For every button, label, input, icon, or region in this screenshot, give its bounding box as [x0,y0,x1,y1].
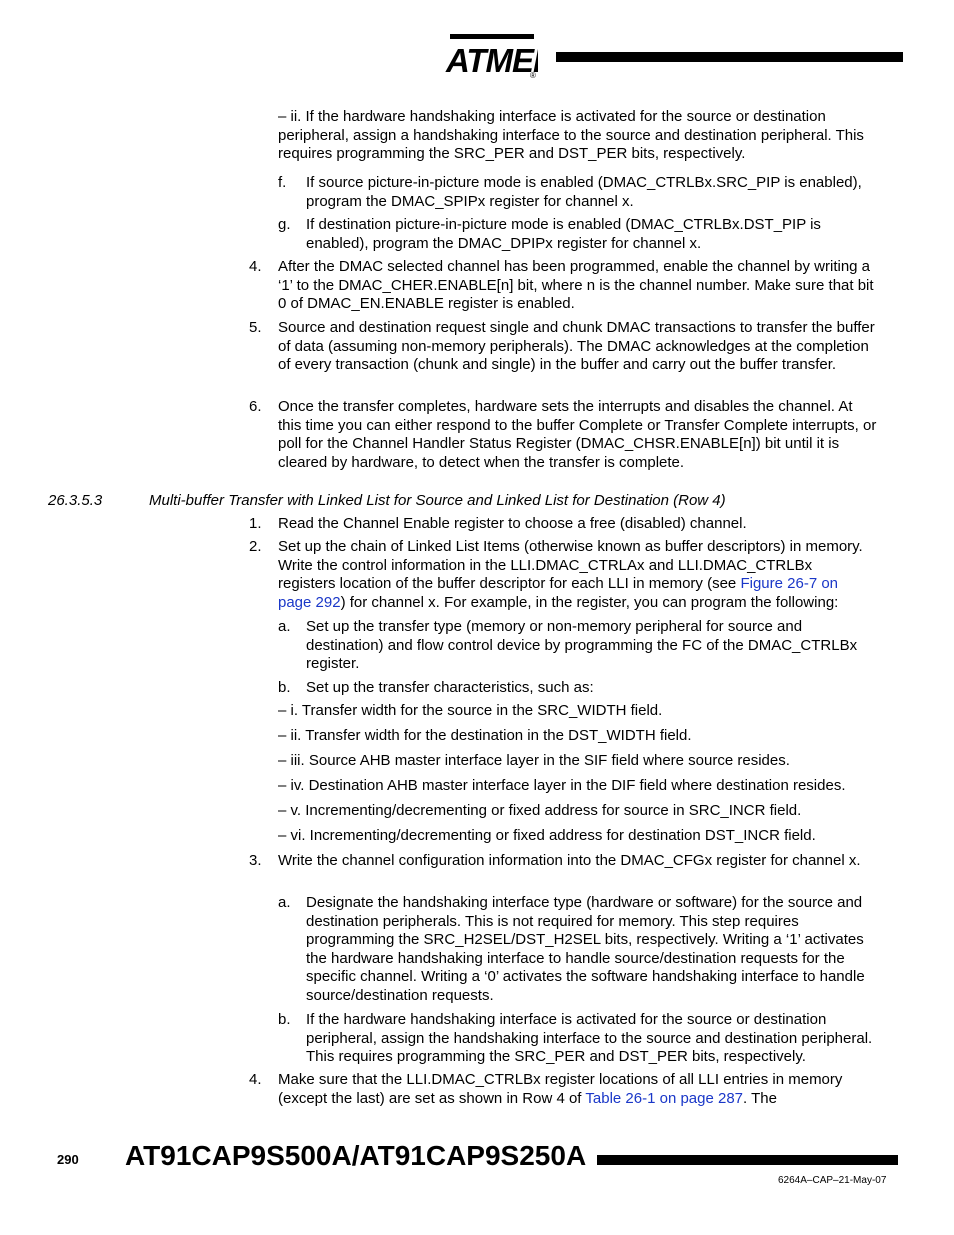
step-4-text: After the DMAC selected channel has been programmed, enable the channel by writing a ‘1’ to the DMAC_CHER.ENABLE[n] bit, where n is the channel number. Make sure that bit 0 of DMAC_EN.ENABLE register is enabled. [278,258,874,312]
footer-bar [597,1155,898,1165]
atmel-logo [440,32,538,80]
page-number: 290 [57,1152,79,1167]
section-number: 26.3.5.3 [48,492,103,509]
section-title: Multi-buffer Transfer with Linked List for Source and Linked List for Destination (Row 4) [149,492,726,509]
dash-item-iii: – iii. Source AHB master interface layer in the SIF field where source resides. [278,752,790,769]
logo-mark: ® [530,71,536,80]
list2-step-3-label: 3. [249,852,262,869]
step-5-label: 5. [249,319,262,336]
list2-step-2-label: 2. [249,538,262,555]
figure-26-7-link[interactable]: Figure 26-7 on page 292 [278,575,839,611]
list3-item-a-text: Designate the handshaking interface type (hardware or software) for the source and destination peripherals. This is not required for memory. This step requires programming the SRC_H2SEL/DST_H2SEL bits, respectively. Writing a ‘1’ activates the hardware handshaking interface to handle source/destination requests for the specific channel. Writing a ‘0’ activates the software handshaking interface to handle source/destination requests. [306,894,865,1004]
step-5-text: Source and destination request single and chunk DMAC transactions to transfer the buffer of data (assuming non-memory peripherals). The DMAC acknowledges at the completion of every transaction (chunk and single) in the buffer and carry out the buffer transfer. [278,319,875,373]
dash-item-ii-top: – ii. If the hardware handshaking interface is activated for the source or destination peripheral, assign a handshaking interface to the source and destination peripheral. This requires programming the SRC_PER and DST_PER bits, respectively. [278,108,864,162]
dash-item-iv: – iv. Destination AHB master interface layer in the DIF field where destination resides. [278,777,846,794]
atmel-logo-icon [440,32,538,80]
step-4-label: 4. [249,258,262,275]
item-g-label: g. [278,216,291,233]
step-6-label: 6. [249,398,262,415]
list2-step-4-text: Make sure that the LLI.DMAC_CTRLBx register locations of all LLI entries in memory (except the last) are set as shown in Row 4 of Table 26-1 on page 287. The [278,1071,843,1107]
logo-text: ATME [446,42,534,79]
list3-item-a-label: a. [278,894,291,911]
list2-item-b-text: Set up the transfer characteristics, such as: [306,679,594,696]
list2-item-b-label: b. [278,679,291,696]
list2-step-2-text: Set up the chain of Linked List Items (otherwise known as buffer descriptors) in memory. Write the control information in the LLI.DMAC_CTRLAx and LLI.DMAC_CTRLBx registers location of the buffer descriptor for each LLI in memory (see Figure 26-7 on page 292) for channel x. For example, in the register, you can program the following: [278,538,863,611]
item-f-label: f. [278,174,287,191]
dash-item-vi: – vi. Incrementing/decrementing or fixed address for destination DST_INCR field. [278,827,816,844]
document-reference: 6264A–CAP–21-May-07 [778,1175,887,1186]
list2-step-3-text: Write the channel configuration information into the DMAC_CFGx register for channel x. [278,852,861,869]
step-6-text: Once the transfer completes, hardware sets the interrupts and disables the channel. At this time you can either respond to the buffer Complete or Transfer Complete interrupts, or poll for the Channel Handler Status Register (DMAC_CHSR.ENABLE[n]) bit until it is cleared by hardware, to detect when the transfer is complete. [278,398,877,471]
footer-title: AT91CAP9S500A/AT91CAP9S250A [125,1140,587,1171]
list2-step-1-label: 1. [249,515,262,532]
table-26-1-link[interactable]: Table 26-1 on page 287 [585,1089,744,1107]
dash-item-i: – i. Transfer width for the source in the SRC_WIDTH field. [278,702,663,719]
list3-item-b-label: b. [278,1011,291,1028]
list3-item-b-text: If the hardware handshaking interface is activated for the source or destination peripheral, assign the handshaking interface to the source and destination peripheral. This requires programming the SRC_PER and DST_PER bits, respectively. [306,1011,873,1065]
dash-item-ii: – ii. Transfer width for the destination in the DST_WIDTH field. [278,727,692,744]
list2-item-a-text: Set up the transfer type (memory or non-memory peripheral for source and destination) and flow control device by programming the FC of the DMAC_CTRLBx register. [306,618,858,672]
item-g-text: If destination picture-in-picture mode is enabled (DMAC_CTRLBx.DST_PIP is enabled), program the DMAC_DPIPx register for channel x. [306,216,821,252]
item-f-text: If source picture-in-picture mode is enabled (DMAC_CTRLBx.SRC_PIP is enabled), program the DMAC_SPIPx register for channel x. [306,174,862,210]
list2-step-1-text: Read the Channel Enable register to choose a free (disabled) channel. [278,515,747,532]
list2-step-4-label: 4. [249,1071,262,1088]
list2-item-a-label: a. [278,618,291,635]
header-bar [556,52,903,62]
dash-item-v: – v. Incrementing/decrementing or fixed address for source in SRC_INCR field. [278,802,802,819]
